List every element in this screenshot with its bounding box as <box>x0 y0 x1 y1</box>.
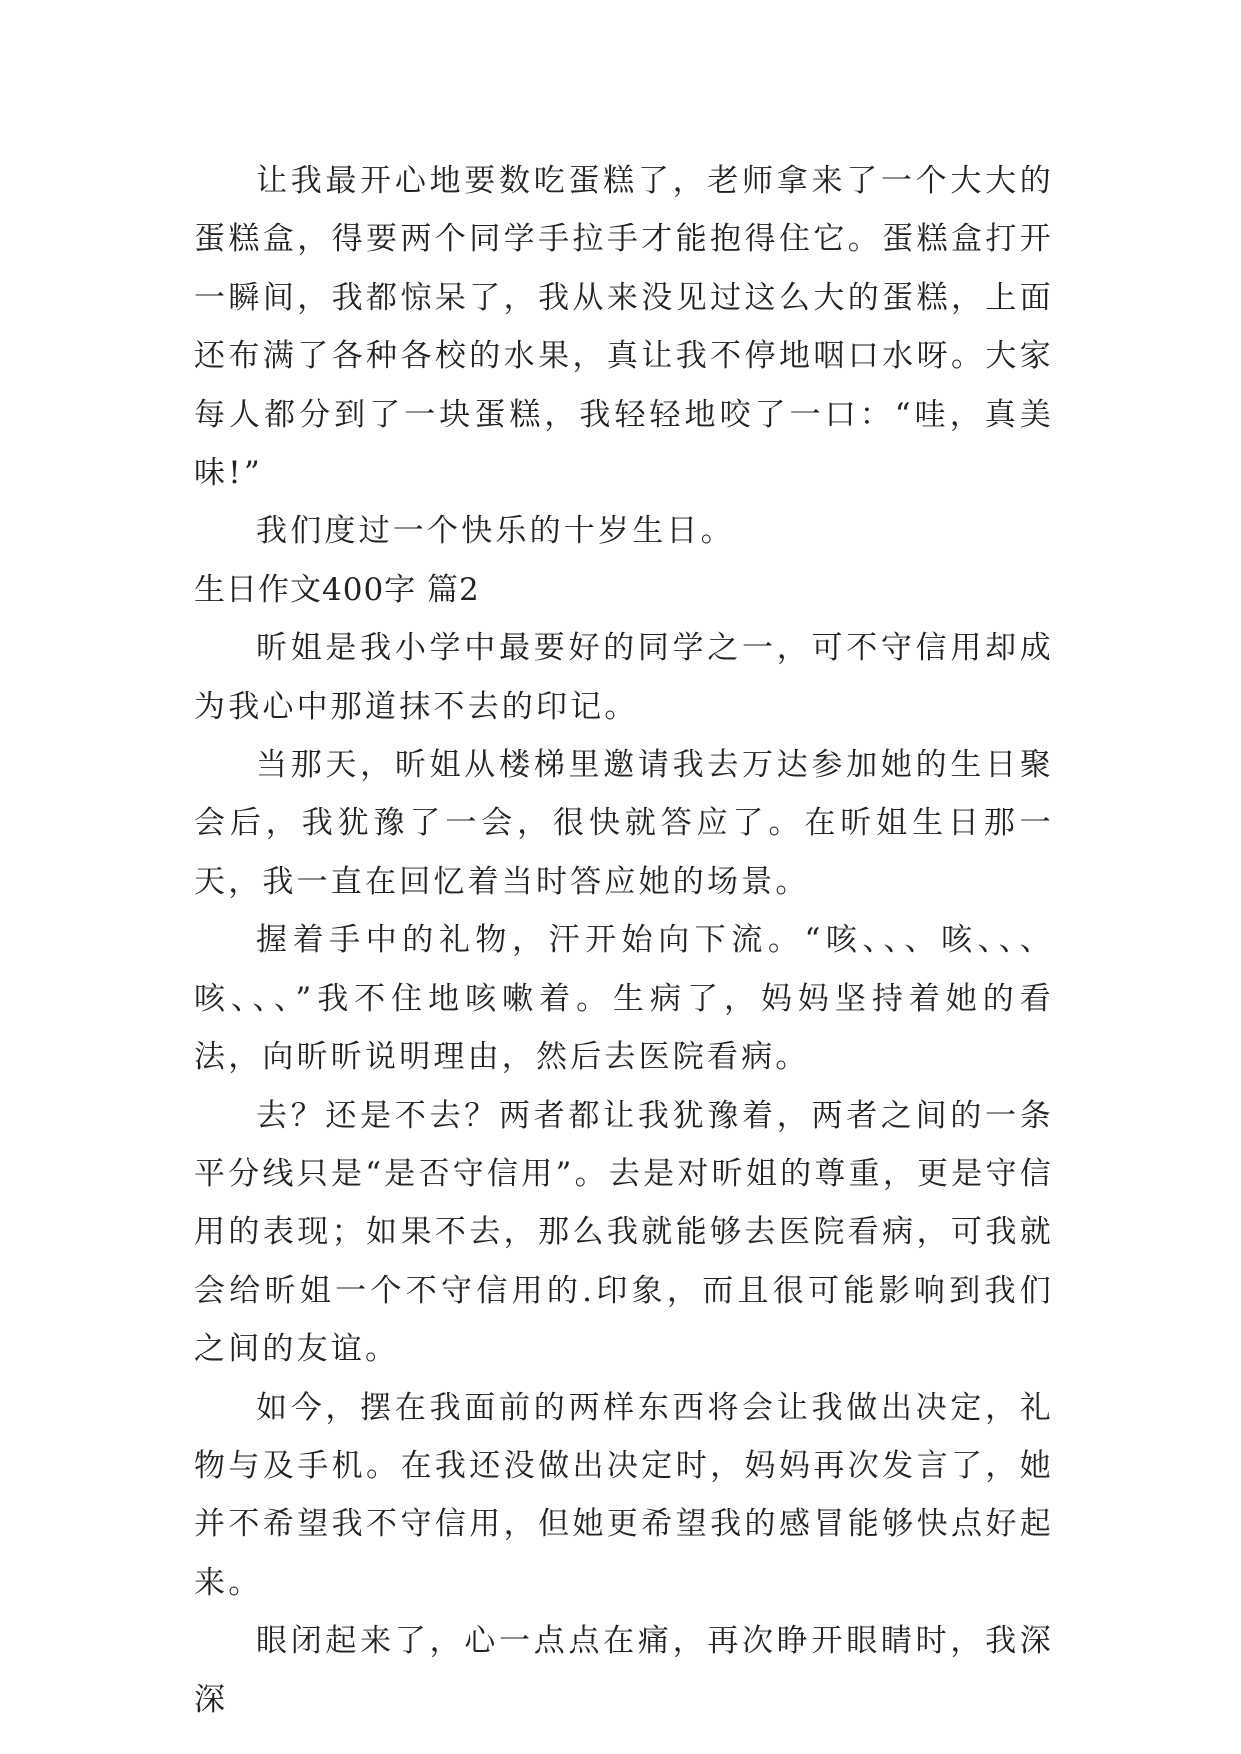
paragraph-decision: 如今，摆在我面前的两样东西将会让我做出决定，礼物与及手机。在我还没做出决定时，妈妈再次发言了，她并不希望我不守信用，但她更希望我的感冒能够快点好起来。 <box>194 1389 1054 1601</box>
paragraph-dilemma: 去？还是不去？两者都让我犹豫着，两者之间的一条平分线只是“是否守信用”。去是对昕姐的尊重，更是守信用的表现；如果不去，那么我就能够去医院看病，可我就会给昕姐一个不守信用的.印象，而且很可能影响到我们之间的友谊。 <box>194 1097 1054 1368</box>
paragraph-birthday-summary: 我们度过一个快乐的十岁生日。 <box>256 513 735 550</box>
paragraph-closing: 眼闭起来了，心一点点在痛，再次睁开眼睛时，我深深 <box>194 1623 1054 1718</box>
paragraph-invitation: 当那天，昕姐从楼梯里邀请我去万达参加她的生日聚会后，我犹豫了一会，很快就答应了。在昕姐生日那一天，我一直在回忆着当时答应她的场景。 <box>194 747 1054 900</box>
section-title: 生日作文400字 篇2 <box>194 571 480 608</box>
paragraph-xinjie-intro: 昕姐是我小学中最要好的同学之一，可不守信用却成为我心中那道抹不去的印记。 <box>194 630 1054 725</box>
document-body <box>194 152 1054 1729</box>
paragraph-cake: 让我最开心地要数吃蛋糕了，老师拿来了一个大大的蛋糕盒，得要两个同学手拉手才能抱得住它。蛋糕盒打开一瞬间，我都惊呆了，我从来没见过这么大的蛋糕，上面还布满了各种各校的水果，真让我不停地咽口水呀。大家每人都分到了一块蛋糕，我轻轻地咬了一口：“哇，真美味!” <box>194 163 1054 492</box>
paragraph-illness: 握着手中的礼物，汗开始向下流。“咳、、、咳、、、咳、、、”我不住地咳嗽着。生病了，妈妈坚持着她的看法，向昕昕说明理由，然后去医院看病。 <box>194 922 1054 1076</box>
